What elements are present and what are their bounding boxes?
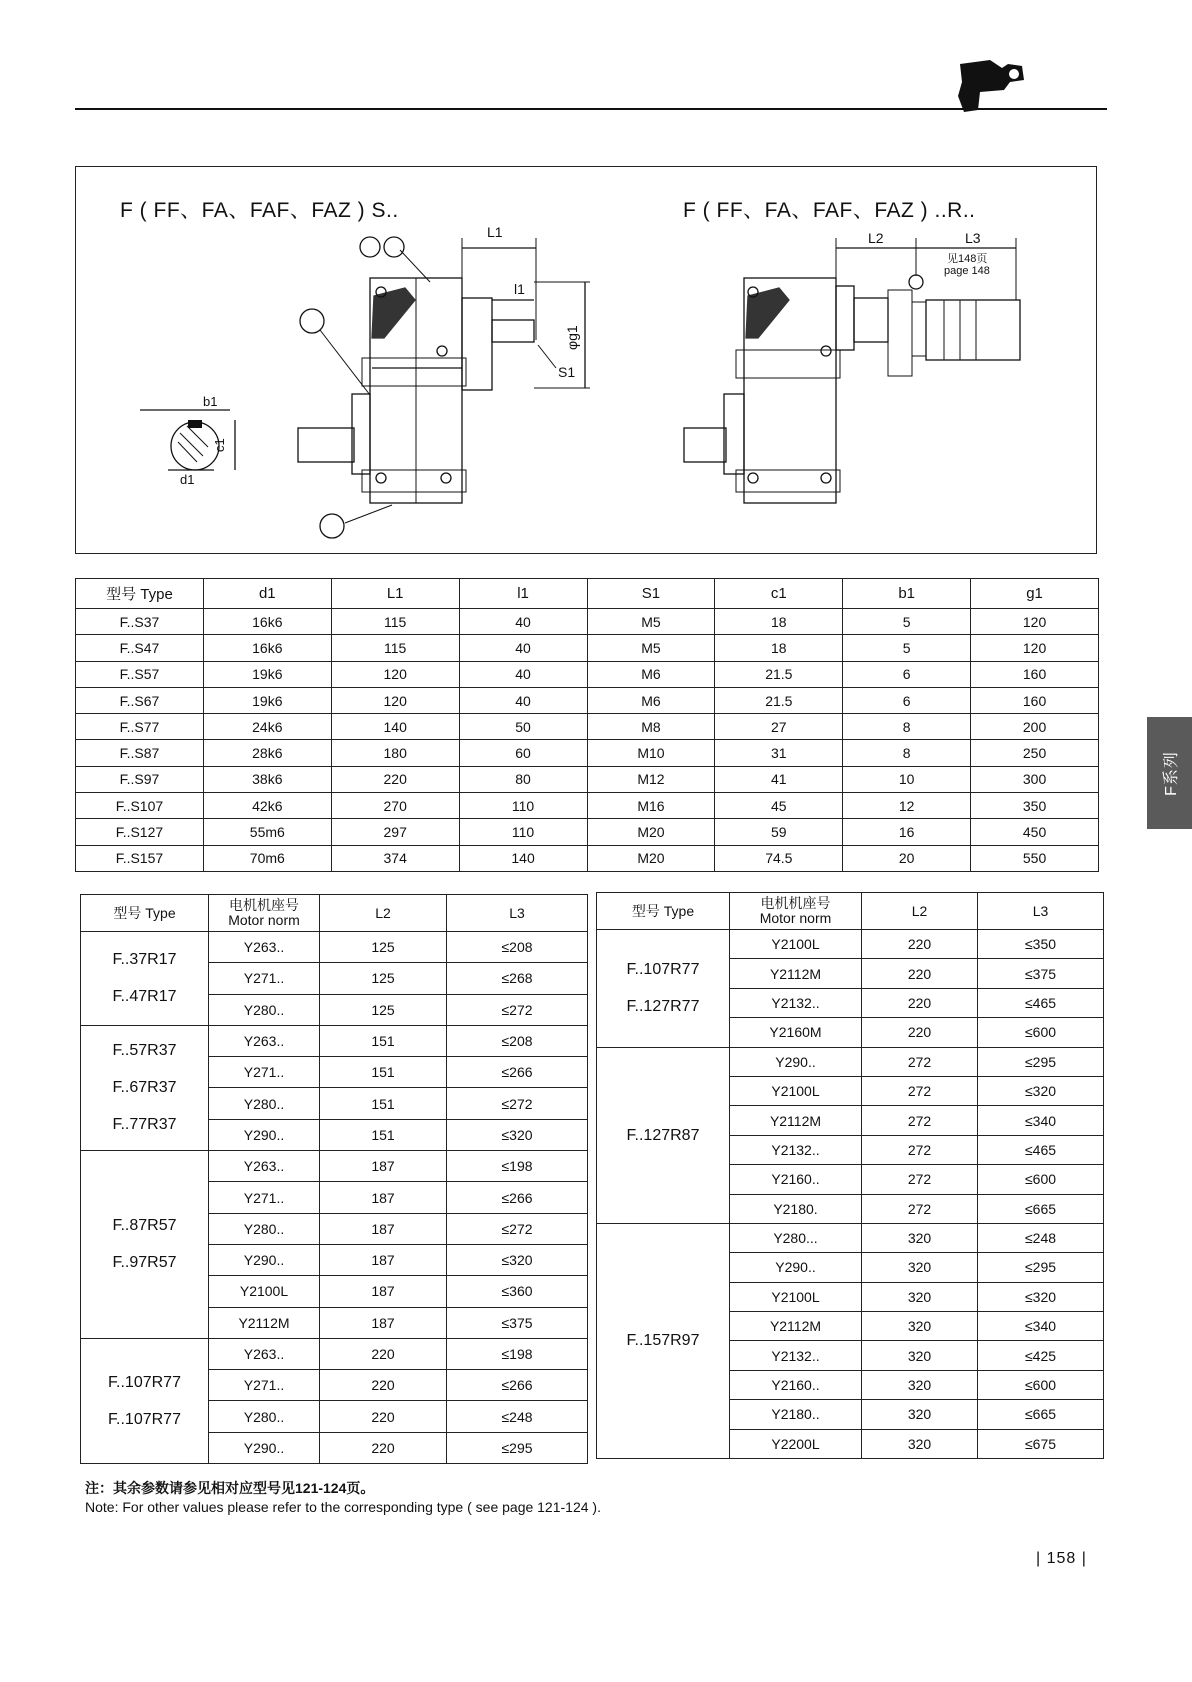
type-label: F..67R37 — [112, 1079, 177, 1097]
table-cell: 320 — [862, 1253, 978, 1282]
table-cell: 320 — [862, 1223, 978, 1252]
footnote-en: Note: For other values please refer to the corresponding type ( see page 121-124 ). — [85, 1499, 601, 1515]
table-cell: Y2132.. — [730, 988, 862, 1017]
table-row — [81, 1025, 588, 1056]
table-cell: 450 — [971, 819, 1099, 845]
type-label: F..157R97 — [626, 1332, 700, 1350]
table-cell: M6 — [587, 661, 715, 687]
table-cell: 374 — [331, 845, 459, 871]
table-row — [76, 609, 1099, 635]
table-cell: 272 — [862, 1165, 978, 1194]
table-cell: 120 — [331, 687, 459, 713]
table-cell: 55m6 — [203, 819, 331, 845]
table-cell: ≤272 — [447, 994, 588, 1025]
table-cell: 272 — [862, 1047, 978, 1076]
table-cell: ≤208 — [447, 1025, 588, 1056]
table-cell: 40 — [459, 687, 587, 713]
table-cell: 200 — [971, 714, 1099, 740]
type-label: F..97R57 — [112, 1254, 177, 1272]
table-cell: 12 — [843, 793, 971, 819]
table-cell: 5 — [843, 609, 971, 635]
table-cell: Y2100L — [730, 930, 862, 959]
table-cell: Y271.. — [209, 1182, 320, 1213]
table-cell: 59 — [715, 819, 843, 845]
table-cell: 41 — [715, 766, 843, 792]
table-cell: 125 — [320, 963, 447, 994]
table-cell: F..S87 — [76, 740, 204, 766]
table-cell: ≤272 — [447, 1088, 588, 1119]
table-cell: 220 — [862, 930, 978, 959]
right-gearbox-drawing — [684, 230, 1020, 503]
table-cell: 220 — [320, 1401, 447, 1432]
table-cell: 45 — [715, 793, 843, 819]
table3-header-row — [597, 893, 1104, 930]
table-cell: 125 — [320, 932, 447, 963]
table-cell: 320 — [862, 1429, 978, 1458]
page-number: | 158 | — [1036, 1550, 1087, 1567]
table-cell: 40 — [459, 635, 587, 661]
table-cell: 38k6 — [203, 766, 331, 792]
table-cell: 10 — [843, 766, 971, 792]
table-cell: 270 — [331, 793, 459, 819]
table-cell: M20 — [587, 819, 715, 845]
table-cell: 320 — [862, 1341, 978, 1370]
table-row — [81, 1151, 588, 1182]
table-cell: 187 — [320, 1307, 447, 1338]
table-cell: 16k6 — [203, 609, 331, 635]
table-cell: Y2112M — [730, 959, 862, 988]
table-cell: ≤295 — [447, 1432, 588, 1463]
table-cell: 120 — [971, 609, 1099, 635]
table-cell: ≤320 — [447, 1119, 588, 1150]
table-cell: F..S47 — [76, 635, 204, 661]
table-cell: F..S67 — [76, 687, 204, 713]
table-cell: ≤320 — [447, 1244, 588, 1275]
table-cell: M12 — [587, 766, 715, 792]
table-cell: F..S157 — [76, 845, 204, 871]
type-label: F..57R37 — [112, 1042, 177, 1060]
table-cell: ≤248 — [447, 1401, 588, 1432]
table-cell: ≤665 — [978, 1400, 1104, 1429]
type-group-cell — [81, 1025, 209, 1150]
table-cell: 20 — [843, 845, 971, 871]
table-cell: 550 — [971, 845, 1099, 871]
table-cell: ≤600 — [978, 1018, 1104, 1047]
table-cell: ≤340 — [978, 1312, 1104, 1341]
table-cell: 272 — [862, 1194, 978, 1223]
table-cell: 220 — [320, 1338, 447, 1369]
c1-label: c1 — [212, 438, 227, 452]
table-cell: 40 — [459, 661, 587, 687]
table-row — [76, 687, 1099, 713]
table2-header-row — [81, 895, 588, 932]
table-cell: F..S107 — [76, 793, 204, 819]
table-cell: 60 — [459, 740, 587, 766]
table-row — [597, 1223, 1104, 1252]
technical-drawing — [0, 0, 1192, 600]
table-cell: Y2180. — [730, 1194, 862, 1223]
table-cell: 115 — [331, 635, 459, 661]
table-cell: ≤600 — [978, 1370, 1104, 1399]
table-cell: 18 — [715, 609, 843, 635]
s-series-dimension-table — [75, 578, 1099, 872]
motor-table-right — [596, 892, 1104, 1459]
table-cell: 16 — [843, 819, 971, 845]
type-label: F..107R77 — [626, 961, 700, 979]
table-row — [76, 740, 1099, 766]
table-cell: 125 — [320, 994, 447, 1025]
table-cell: 120 — [331, 661, 459, 687]
series-tab: F系列 — [1147, 717, 1192, 829]
type-group-cell — [81, 1151, 209, 1339]
table-cell: 31 — [715, 740, 843, 766]
table-row — [76, 845, 1099, 871]
table-cell: ≤360 — [447, 1276, 588, 1307]
table-row — [76, 635, 1099, 661]
left-figure-title: F ( FF、FA、FAF、FAZ ) S.. — [120, 199, 399, 222]
table-cell: ≤268 — [447, 963, 588, 994]
col-L2: L2 — [320, 895, 447, 932]
type-label: F..77R37 — [112, 1116, 177, 1134]
table-row — [81, 932, 588, 963]
table-cell: 250 — [971, 740, 1099, 766]
type-group-cell — [597, 1223, 730, 1458]
page-ref-cn: 见148页 — [947, 253, 988, 265]
type-group-cell — [81, 932, 209, 1026]
table-cell: 187 — [320, 1151, 447, 1182]
table-cell: Y2160.. — [730, 1370, 862, 1399]
table-cell: Y290.. — [730, 1047, 862, 1076]
table-cell: Y290.. — [730, 1253, 862, 1282]
table-cell: 272 — [862, 1106, 978, 1135]
table-cell: Y2112M — [209, 1307, 320, 1338]
table-cell: 187 — [320, 1213, 447, 1244]
table-row — [76, 819, 1099, 845]
table-cell: Y280.. — [209, 1213, 320, 1244]
table-cell: 110 — [459, 793, 587, 819]
table-cell: 187 — [320, 1244, 447, 1275]
table-cell: Y2132.. — [730, 1135, 862, 1164]
table-cell: 297 — [331, 819, 459, 845]
table-cell: 8 — [843, 714, 971, 740]
table-cell: 151 — [320, 1025, 447, 1056]
table-cell: 5 — [843, 635, 971, 661]
table-cell: 21.5 — [715, 687, 843, 713]
table-row — [76, 661, 1099, 687]
table-cell: 50 — [459, 714, 587, 740]
type-group-cell — [81, 1338, 209, 1463]
col-L2: L2 — [862, 893, 978, 930]
table-cell: 16k6 — [203, 635, 331, 661]
table-cell: 18 — [715, 635, 843, 661]
table-cell: F..S77 — [76, 714, 204, 740]
table-cell: 151 — [320, 1119, 447, 1150]
shaft-section-drawing — [140, 394, 235, 487]
table-cell: 160 — [971, 687, 1099, 713]
table-cell: Y280.. — [209, 1401, 320, 1432]
table-cell: M6 — [587, 687, 715, 713]
table-cell: ≤665 — [978, 1194, 1104, 1223]
table-row — [81, 1338, 588, 1369]
right-figure-title: F ( FF、FA、FAF、FAZ ) ..R.. — [683, 199, 976, 222]
table-row — [597, 1047, 1104, 1076]
col-L3: L3 — [447, 895, 588, 932]
table-cell: ≤465 — [978, 1135, 1104, 1164]
L1-label: L1 — [487, 224, 503, 240]
table-cell: 6 — [843, 687, 971, 713]
table-cell: 70m6 — [203, 845, 331, 871]
table-cell: Y2112M — [730, 1106, 862, 1135]
table-cell: ≤425 — [978, 1341, 1104, 1370]
table-cell: F..S37 — [76, 609, 204, 635]
table-row — [597, 930, 1104, 959]
b1-label: b1 — [203, 394, 218, 409]
table-cell: Y290.. — [209, 1432, 320, 1463]
col-motor-norm: 电机机座号 Motor norm — [730, 893, 862, 930]
table-cell: ≤465 — [978, 988, 1104, 1017]
table-cell: F..S57 — [76, 661, 204, 687]
table-cell: 115 — [331, 609, 459, 635]
table-cell: 42k6 — [203, 793, 331, 819]
table-cell: ≤340 — [978, 1106, 1104, 1135]
col-l1: l1 — [459, 579, 587, 609]
table-cell: ≤266 — [447, 1370, 588, 1401]
table-cell: 187 — [320, 1276, 447, 1307]
type-label: F..37R17 — [112, 951, 177, 969]
col-motor-norm: 电机机座号 Motor norm — [209, 895, 320, 932]
table-cell: 24k6 — [203, 714, 331, 740]
table-cell: 272 — [862, 1076, 978, 1105]
table-row — [76, 714, 1099, 740]
table-cell: 300 — [971, 766, 1099, 792]
table-cell: 320 — [862, 1370, 978, 1399]
type-label: F..87R57 — [112, 1217, 177, 1235]
table-cell: M5 — [587, 609, 715, 635]
col-c1: c1 — [715, 579, 843, 609]
table-cell: 220 — [320, 1370, 447, 1401]
table-cell: ≤320 — [978, 1076, 1104, 1105]
footnote-cn: 注：其余参数请参见相对应型号见121-124页。 — [85, 1480, 375, 1496]
page-ref-en: page 148 — [944, 265, 990, 277]
table-cell: ≤198 — [447, 1338, 588, 1369]
d1-label: d1 — [180, 472, 195, 487]
table-cell: 320 — [862, 1400, 978, 1429]
table-cell: 220 — [862, 959, 978, 988]
table-cell: 220 — [331, 766, 459, 792]
type-group-cell — [597, 930, 730, 1048]
table-cell: 160 — [971, 661, 1099, 687]
table-cell: Y2160.. — [730, 1165, 862, 1194]
table-cell: 272 — [862, 1135, 978, 1164]
col-L3: L3 — [978, 893, 1104, 930]
table-cell: Y290.. — [209, 1244, 320, 1275]
table-cell: ≤600 — [978, 1165, 1104, 1194]
table-cell: F..S97 — [76, 766, 204, 792]
table-cell: 28k6 — [203, 740, 331, 766]
table-cell: 40 — [459, 609, 587, 635]
table-cell: ≤272 — [447, 1213, 588, 1244]
table-cell: ≤320 — [978, 1282, 1104, 1311]
l1-label: l1 — [514, 281, 525, 297]
table-cell: ≤198 — [447, 1151, 588, 1182]
motor-table-left — [80, 894, 588, 1464]
table1-header-row — [76, 579, 1099, 609]
table-cell: Y2160M — [730, 1018, 862, 1047]
type-label: F..107R77 — [108, 1373, 181, 1391]
table-row — [76, 766, 1099, 792]
table-cell: 21.5 — [715, 661, 843, 687]
table-cell: ≤375 — [978, 959, 1104, 988]
table-cell: Y263.. — [209, 1338, 320, 1369]
table-cell: Y271.. — [209, 1057, 320, 1088]
table-cell: ≤375 — [447, 1307, 588, 1338]
type-label: F..47R17 — [112, 988, 177, 1006]
table-cell: ≤350 — [978, 930, 1104, 959]
table-cell: M10 — [587, 740, 715, 766]
table-cell: 110 — [459, 819, 587, 845]
table-cell: 151 — [320, 1057, 447, 1088]
type-label: F..127R87 — [626, 1126, 700, 1144]
table-cell: ≤295 — [978, 1047, 1104, 1076]
table-cell: Y2200L — [730, 1429, 862, 1458]
table-cell: 320 — [862, 1282, 978, 1311]
table-cell: Y2100L — [209, 1276, 320, 1307]
table-cell: 8 — [843, 740, 971, 766]
col-type: 型号 Type — [81, 895, 209, 932]
table-cell: 220 — [862, 988, 978, 1017]
L2-label: L2 — [868, 230, 884, 246]
table-cell: 320 — [862, 1312, 978, 1341]
table-cell: 350 — [971, 793, 1099, 819]
table-cell: 220 — [320, 1432, 447, 1463]
table-cell: F..S127 — [76, 819, 204, 845]
table-cell: M8 — [587, 714, 715, 740]
table-cell: Y280.. — [209, 1088, 320, 1119]
table-cell: 140 — [331, 714, 459, 740]
type-group-cell — [597, 1047, 730, 1223]
col-type: 型号 Type — [76, 579, 204, 609]
table-cell: M5 — [587, 635, 715, 661]
table-row — [76, 793, 1099, 819]
table-cell: 187 — [320, 1182, 447, 1213]
table-cell: 151 — [320, 1088, 447, 1119]
S1-label: S1 — [558, 364, 576, 380]
table-cell: 140 — [459, 845, 587, 871]
table-cell: Y2132.. — [730, 1341, 862, 1370]
table-cell: Y263.. — [209, 932, 320, 963]
footnote — [85, 1479, 601, 1517]
table-cell: Y280... — [730, 1223, 862, 1252]
table-cell: M20 — [587, 845, 715, 871]
col-g1: g1 — [971, 579, 1099, 609]
type-label: F..107R77 — [108, 1410, 181, 1428]
table-cell: ≤208 — [447, 932, 588, 963]
table-cell: Y263.. — [209, 1151, 320, 1182]
table-cell: Y263.. — [209, 1025, 320, 1056]
L3-label: L3 — [965, 230, 981, 246]
table-cell: ≤266 — [447, 1057, 588, 1088]
table-cell: Y290.. — [209, 1119, 320, 1150]
table-cell: 180 — [331, 740, 459, 766]
table-cell: ≤266 — [447, 1182, 588, 1213]
table-cell: Y280.. — [209, 994, 320, 1025]
table-cell: Y271.. — [209, 1370, 320, 1401]
left-gearbox-drawing — [298, 224, 590, 538]
table-cell: 19k6 — [203, 661, 331, 687]
table-cell: Y2180.. — [730, 1400, 862, 1429]
table-cell: 27 — [715, 714, 843, 740]
table-cell: Y2100L — [730, 1076, 862, 1105]
table-cell: 74.5 — [715, 845, 843, 871]
table-cell: ≤295 — [978, 1253, 1104, 1282]
col-b1: b1 — [843, 579, 971, 609]
g1-label: φg1 — [564, 325, 580, 350]
table-cell: ≤675 — [978, 1429, 1104, 1458]
table-cell: Y2112M — [730, 1312, 862, 1341]
type-label: F..127R77 — [626, 998, 700, 1016]
col-L1: L1 — [331, 579, 459, 609]
table-cell: 6 — [843, 661, 971, 687]
table-cell: M16 — [587, 793, 715, 819]
table-cell: 220 — [862, 1018, 978, 1047]
col-S1: S1 — [587, 579, 715, 609]
table-cell: 120 — [971, 635, 1099, 661]
col-d1: d1 — [203, 579, 331, 609]
table-cell: Y271.. — [209, 963, 320, 994]
table-cell: Y2100L — [730, 1282, 862, 1311]
table-cell: 19k6 — [203, 687, 331, 713]
col-type: 型号 Type — [597, 893, 730, 930]
table-cell: 80 — [459, 766, 587, 792]
table-cell: ≤248 — [978, 1223, 1104, 1252]
